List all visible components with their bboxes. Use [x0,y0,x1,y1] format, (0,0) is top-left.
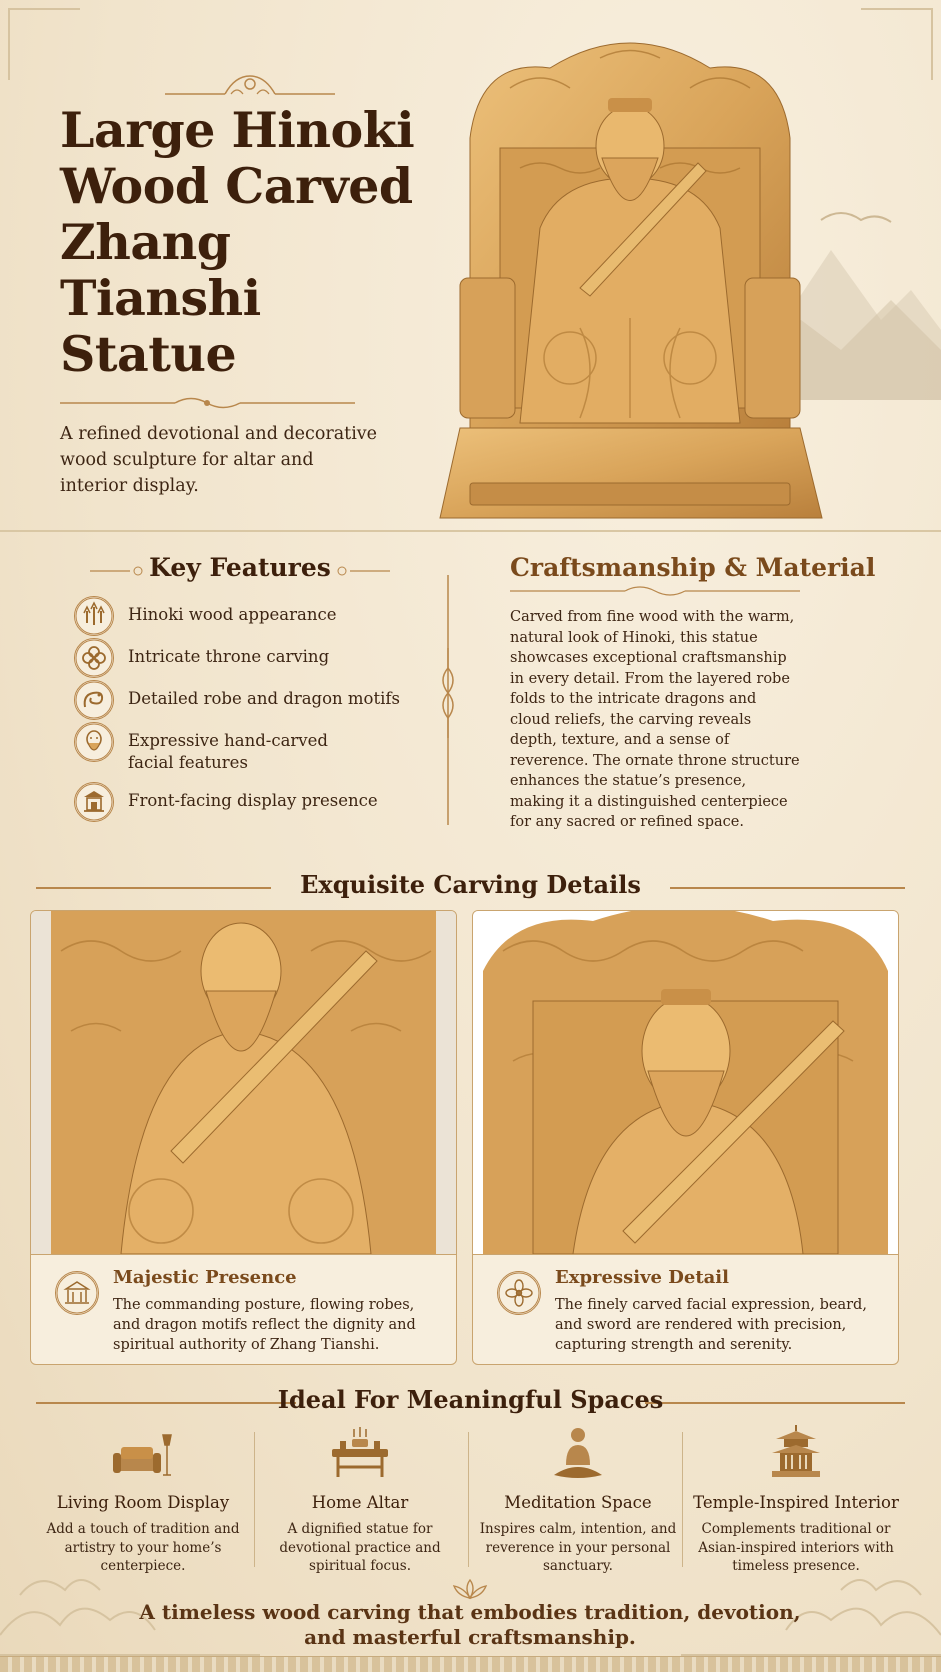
section-divider [0,530,941,532]
detail-card [472,910,899,1365]
statue-face-image [473,911,898,1254]
list-item [74,596,434,636]
key-features-heading [90,553,390,589]
vertical-ornament [438,648,458,738]
list-item [74,782,434,822]
use-case-title: Temple-Inspired Interior [693,1493,899,1512]
section-title: Craftsmanship & Material [510,553,876,582]
section-title: Exquisite Carving Details [300,870,641,899]
knot-icon [74,638,114,678]
feature-label: Detailed robe and dragon motifs [128,689,400,708]
bottom-border [0,1656,941,1672]
feature-label: Expressive hand-carved facial features [128,731,328,772]
use-case-title: Living Room Display [56,1493,230,1512]
use-case-title: Meditation Space [504,1493,652,1512]
temple-icon [55,1271,99,1315]
list-item [74,638,434,678]
card-caption [473,1254,898,1365]
scroll-ornament-icon [165,70,335,100]
feature-label: Hinoki wood appearance [128,605,337,624]
face-icon [74,722,114,762]
use-case-title: Home Altar [311,1493,409,1512]
divider-ornament [60,395,355,411]
dragon-icon [74,680,114,720]
feature-label: Front-facing display presence [128,791,378,810]
closing-tagline: A timeless wood carving that embodies tradition, devotion, and masterful craftsmanship. [139,1600,801,1649]
hero-section [0,0,941,530]
page-title: Large Hinoki Wood Carved Zhang Tianshi Statue [60,101,415,383]
meditation-icon [548,1425,608,1483]
use-case-text: A dignified statue for devotional practice and spiritual focus. [279,1521,441,1574]
statue-image [430,28,830,520]
section-title: Ideal For Meaningful Spaces [277,1385,664,1414]
use-case-text: Complements traditional or Asian-inspired interiors with timeless presence. [698,1521,894,1574]
craftsmanship-text: Carved from fine wood with the warm, natural look of Hinoki, this statue showcases exceptional craftsmanship in every detail. From the layered robe folds to the intricate dragons and cloud reliefs, the carving reveals depth, texture, and a sense of reverence. The ornate throne structure enhances the statue’s presence, making it a distinguished centerpiece for any sacred or refined space. [510,609,800,830]
ideal-heading [28,1385,913,1419]
shrine-icon [74,782,114,822]
list-item [74,722,434,774]
lotus-icon [452,1578,488,1600]
divider-ornament [510,584,800,598]
flower-icon [497,1271,541,1315]
tree-icon [74,596,114,636]
feature-label: Intricate throne carving [128,647,330,666]
sofa-lamp-icon [113,1425,173,1483]
use-case-text: Inspires calm, intention, and reverence in your personal sanctuary. [479,1521,677,1574]
subtitle: A refined devotional and decorative wood sculpture for altar and interior display. [60,424,378,496]
detail-card [30,910,457,1365]
card-title: Majestic Presence [113,1267,297,1288]
scroll-ornament-icon [330,565,390,577]
altar-icon [330,1425,390,1483]
card-caption [31,1254,456,1365]
section-title: Key Features [149,553,331,582]
card-text: The commanding posture, flowing robes, and dragon motifs reflect the dignity and spiritual authority of Zhang Tianshi. [113,1297,416,1353]
use-case-text: Add a touch of tradition and artistry to your home’s centerpiece. [46,1521,240,1574]
details-heading [28,870,913,904]
statue-detail-image [31,911,456,1254]
card-title: Expressive Detail [555,1267,729,1288]
card-text: The finely carved facial expression, beard, and sword are rendered with precision, capturing strength and serenity. [555,1297,867,1353]
pagoda-icon [766,1425,826,1483]
list-item [74,680,434,720]
